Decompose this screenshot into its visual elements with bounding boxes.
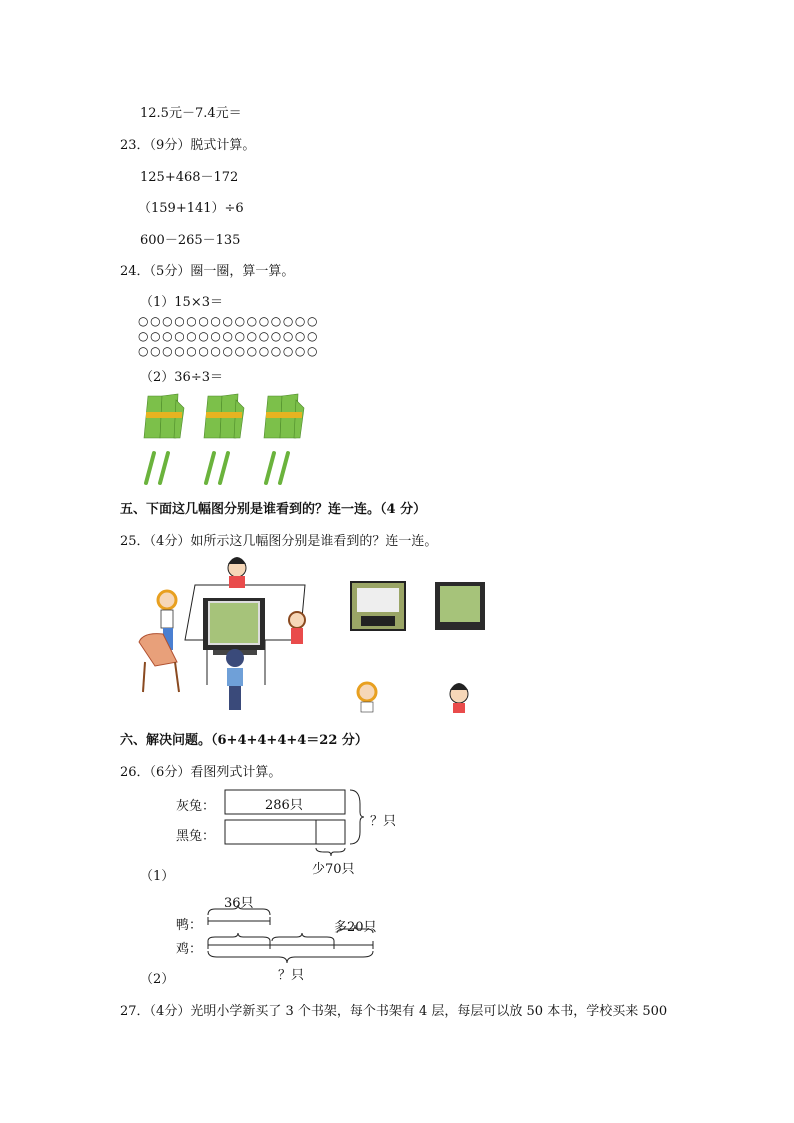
girl-icon-bottom — [450, 683, 468, 713]
gray-rabbit-value: 286只 — [265, 798, 303, 813]
tv-icon — [203, 598, 265, 655]
stick-bundle — [204, 394, 244, 438]
expression-1: 125+468－172 — [140, 170, 239, 185]
boy-icon-bottom — [358, 683, 376, 712]
duck-top-brace — [208, 905, 270, 915]
circle-row: ○○○○○○○○○○○○○○○ — [138, 344, 320, 358]
duck-chicken-diagram — [205, 905, 380, 965]
chicken-label: 鸡： — [176, 942, 203, 957]
question-26: 26．（6分）看图列式计算。 — [120, 765, 282, 780]
part-1-label: （1） — [140, 869, 175, 884]
subtraction-line: 12.5元－7.4元＝ — [140, 106, 242, 121]
girl-figure-right — [289, 612, 305, 644]
question-24-part2: （2）36÷3＝ — [140, 370, 223, 385]
total-bottom-brace — [208, 951, 373, 963]
question-27: 27．（4分）光明小学新买了 3 个书架，每个书架有 4 层，每层可以放 50 本书，学校买来 500 — [120, 1004, 668, 1019]
rabbit-less-label: 少70只 — [312, 862, 355, 877]
total-brace — [350, 790, 364, 844]
duck-value: 36只 — [224, 896, 254, 911]
difference-brace — [316, 848, 345, 856]
chicken-more-label: 多20只 — [334, 920, 377, 935]
chicken-question: ？只 — [278, 968, 305, 983]
expression-2: （159+141）÷6 — [138, 201, 244, 216]
more-brace — [337, 925, 373, 933]
circle-row: ○○○○○○○○○○○○○○○ — [138, 314, 320, 328]
question-24: 24．（5分）圈一圈，算一算。 — [120, 264, 295, 279]
view-front-image — [435, 582, 485, 630]
black-rabbit-bar — [225, 820, 345, 844]
stick-bundle — [144, 394, 184, 438]
girl-figure — [228, 557, 246, 588]
viewing-scene-image — [135, 550, 525, 720]
single-sticks — [146, 453, 288, 483]
expression-3: 600－265－135 — [140, 233, 241, 248]
stick-bundle — [264, 394, 304, 438]
question-24-part1: （1）15×3＝ — [140, 295, 223, 310]
part-2-label: （2） — [140, 972, 175, 987]
black-rabbit-label: 黑兔： — [176, 829, 216, 844]
question-23: 23．（9分）脱式计算。 — [120, 138, 256, 153]
section-6-heading: 六、解决问题。（6+4+4+4+4＝22 分） — [120, 733, 368, 748]
stick-bundles-image — [140, 388, 310, 488]
section-5-heading: 五、下面这几幅图分别是谁看到的？连一连。（4 分） — [120, 502, 427, 517]
rabbit-question: ？只 — [370, 814, 397, 829]
question-25: 25．（4分）如所示这几幅图分别是谁看到的？连一连。 — [120, 534, 438, 549]
circle-row: ○○○○○○○○○○○○○○○ — [138, 329, 320, 343]
boy-figure-bottom — [226, 649, 244, 710]
view-top-image — [351, 582, 405, 630]
duck-label: 鸭： — [176, 918, 203, 933]
gray-rabbit-label: 灰兔： — [176, 799, 216, 814]
